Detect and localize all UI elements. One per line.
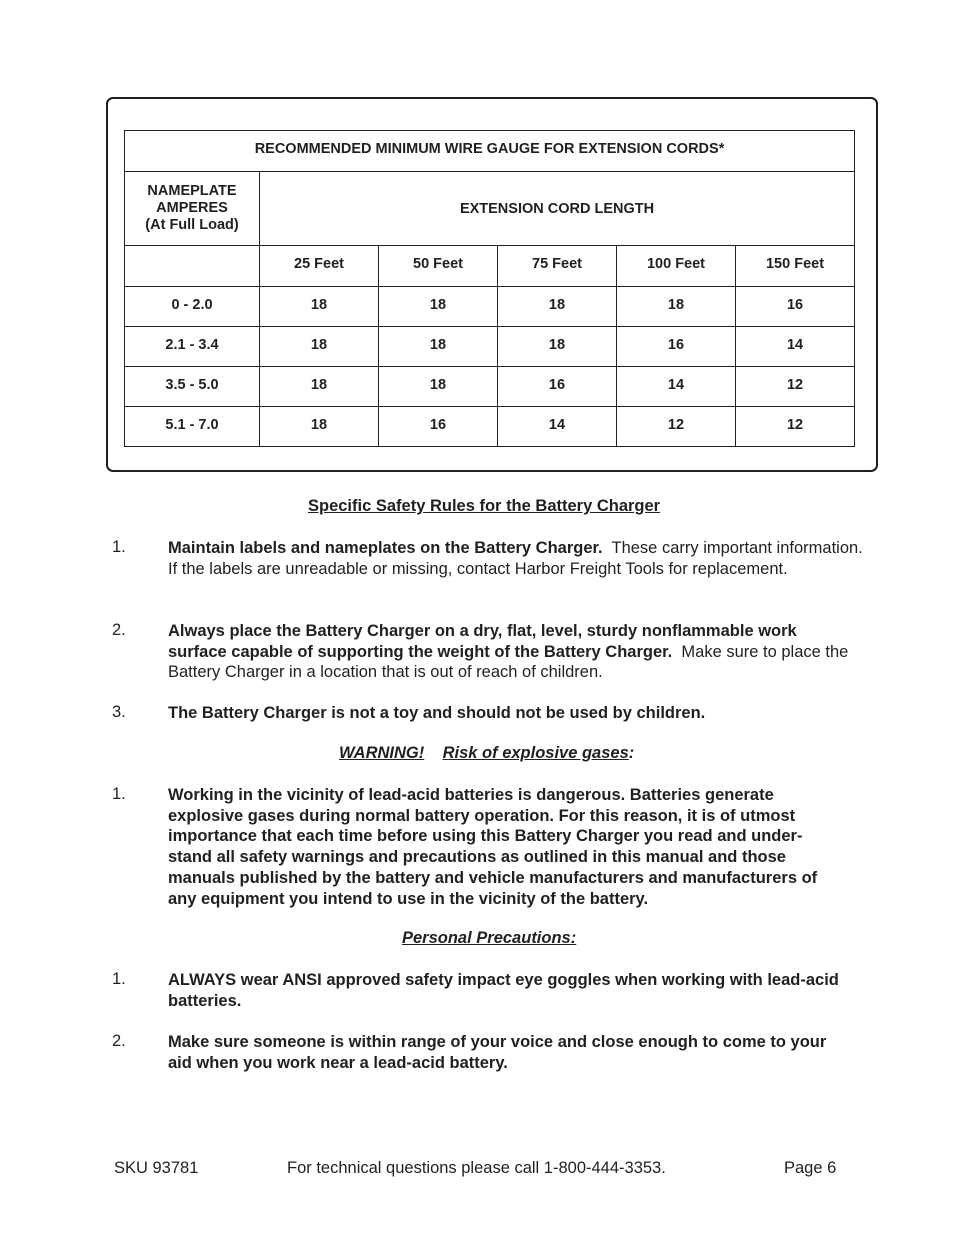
rule-bold-text: The Battery Charger is not a toy and should not be used by children. <box>168 704 706 722</box>
amps-cell: 5.1 - 7.0 <box>125 407 260 447</box>
gauge-cell: 18 <box>379 367 498 407</box>
amperes-header: NAMEPLATE AMPERES (At Full Load) <box>125 172 260 246</box>
personal-precautions-heading: Personal Precautions: <box>402 929 577 947</box>
gauge-cell: 14 <box>498 407 617 447</box>
gauge-cell: 14 <box>736 327 855 367</box>
gauge-cell: 16 <box>379 407 498 447</box>
wire-gauge-table <box>124 130 855 447</box>
length-cell: 25 Feet <box>260 246 379 287</box>
length-row <box>125 246 855 287</box>
warning-heading: WARNING! Risk of explosive gases: <box>339 744 635 762</box>
cord-length-header: EXTENSION CORD LENGTH <box>260 172 855 246</box>
gauge-cell: 18 <box>617 287 736 327</box>
length-cell: 75 Feet <box>498 246 617 287</box>
gauge-cell: 12 <box>736 407 855 447</box>
gauge-cell: 12 <box>736 367 855 407</box>
item-number: 1. <box>112 538 126 556</box>
footer-phone: For technical questions please call 1-800-444-3353. <box>287 1159 666 1177</box>
rule-bold-text: Maintain labels and nameplates on the Battery Charger. <box>168 539 603 557</box>
rule-bold-text: Working in the vicinity of lead-acid batteries is dangerous. Batteries generate explosive gases during normal battery operation. For this reason, it is of utmost importance that each time before using this Battery Charger you read and under-stand all safety warnings and precautions as outlined in this manual and those manuals published by the battery and vehicle manufacturers and manufacturers of any equipment you intend to use in the vicinity of the battery. <box>168 786 818 908</box>
gauge-cell: 18 <box>260 327 379 367</box>
gauge-cell: 18 <box>498 287 617 327</box>
gauge-cell: 18 <box>260 367 379 407</box>
gauge-cell: 16 <box>498 367 617 407</box>
item-number: 1. <box>112 970 126 988</box>
item-number: 3. <box>112 703 126 721</box>
gauge-cell: 18 <box>498 327 617 367</box>
rule-bold-text: Always place the Battery Charger on a dry, flat, level, sturdy nonflammable work surface capable of supporting the weight of the Battery Charger. <box>168 622 797 661</box>
precaution-2 <box>168 1032 828 1073</box>
rule-1 <box>168 538 868 579</box>
table-row <box>125 367 855 407</box>
footer-sku: SKU 93781 <box>114 1159 199 1177</box>
table-title: RECOMMENDED MINIMUM WIRE GAUGE FOR EXTENSION CORDS* <box>125 131 855 172</box>
gauge-cell: 18 <box>379 287 498 327</box>
gauge-cell: 16 <box>617 327 736 367</box>
precaution-1 <box>168 970 868 1011</box>
empty-cell <box>125 246 260 287</box>
table-title-row <box>125 131 855 172</box>
item-number: 1. <box>112 785 126 803</box>
battery-charger-rules-heading: Specific Safety Rules for the Battery Charger <box>308 497 661 515</box>
footer-page-number: Page 6 <box>784 1159 837 1177</box>
length-cell: 50 Feet <box>379 246 498 287</box>
length-cell: 100 Feet <box>617 246 736 287</box>
gauge-cell: 16 <box>736 287 855 327</box>
amps-cell: 3.5 - 5.0 <box>125 367 260 407</box>
gauge-cell: 18 <box>260 407 379 447</box>
table-row <box>125 287 855 327</box>
item-number: 2. <box>112 1032 126 1050</box>
gauge-cell: 18 <box>260 287 379 327</box>
table-header-row <box>125 172 855 246</box>
rule-bold-text: Make sure someone is within range of your voice and close enough to come to your aid when you work near a lead-acid battery. <box>168 1033 827 1072</box>
rule-text: Make sure to place the Battery Charger in a location that is out of reach of children. <box>168 642 849 682</box>
gauge-cell: 18 <box>379 327 498 367</box>
table-row <box>125 407 855 447</box>
item-number: 2. <box>112 621 126 639</box>
gauge-cell: 12 <box>617 407 736 447</box>
gauge-cell: 14 <box>617 367 736 407</box>
rule-3 <box>168 703 868 724</box>
table-row <box>125 327 855 367</box>
amps-cell: 0 - 2.0 <box>125 287 260 327</box>
rule-2 <box>168 621 858 683</box>
amps-cell: 2.1 - 3.4 <box>125 327 260 367</box>
rule-bold-text: ALWAYS wear ANSI approved safety impact eye goggles when working with lead-acid batteries. <box>168 971 839 1010</box>
length-cell: 150 Feet <box>736 246 855 287</box>
rule-text: These carry important information. If the labels are unreadable or missing, contact Harbor Freight Tools for replacement. <box>168 539 863 578</box>
warning-rule-1 <box>168 785 836 909</box>
